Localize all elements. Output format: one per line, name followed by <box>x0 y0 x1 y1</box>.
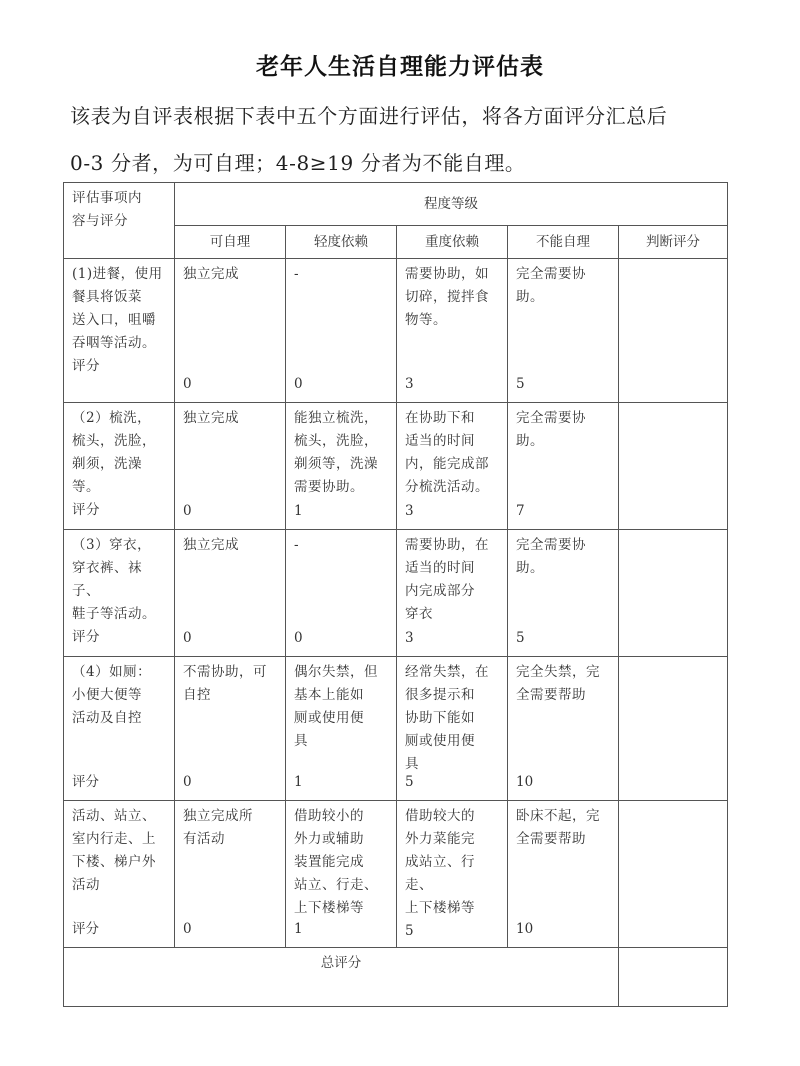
intro-line-2: 0-3 分者，为可自理；4-8≥19 分者为不能自理。 <box>70 151 526 175</box>
page-title: 老年人生活自理能力评估表 <box>256 54 544 80</box>
judgement-cell[interactable] <box>619 259 728 403</box>
level-desc: 在协助下和 适当的时间 内，能完成部 分梳洗活动。 <box>405 410 489 495</box>
level-desc: 不需协助，可 自控 <box>183 664 267 703</box>
item-label: （3）穿衣， 穿衣裤、袜子、 鞋子等活动。 评分 <box>72 537 156 645</box>
group-header-label: 程度等级 <box>424 195 479 212</box>
level-cell <box>175 657 286 801</box>
total-score-cell[interactable] <box>619 948 728 1007</box>
level-score: 1 <box>294 503 303 519</box>
column-header <box>619 226 728 259</box>
level-cell <box>508 259 619 403</box>
table-row <box>64 530 728 657</box>
table-row <box>64 259 728 403</box>
level-score: 0 <box>294 630 303 646</box>
total-label: 总评分 <box>320 955 362 971</box>
level-cell <box>508 403 619 530</box>
item-label: （4）如厕： 小便大便等 活动及自控 <box>72 664 152 726</box>
level-desc: 借助较小的 外力或辅助 装置能完成 站立、行走、 上下楼梯等 <box>294 808 378 916</box>
judgement-cell[interactable] <box>619 801 728 948</box>
level-cell <box>508 657 619 801</box>
level-score: 0 <box>183 921 192 937</box>
level-desc: 借助较大的 外力菜能完 成站立、行走、 上下楼梯等 5 <box>405 808 475 939</box>
level-desc: 经常失禁，在 很多提示和 协助下能如 厕或使用便 具 <box>405 664 489 772</box>
total-row <box>64 948 728 1007</box>
level-desc: 需要协助，如 切碎，搅拌食 物等。 <box>405 266 489 328</box>
item-cell <box>64 259 175 403</box>
level-score: 1 <box>294 921 303 937</box>
level-score: 3 <box>405 376 414 392</box>
table-row <box>64 657 728 801</box>
level-cell <box>286 403 397 530</box>
level-desc: - <box>294 537 300 553</box>
level-cell <box>397 259 508 403</box>
column-header-label: 重度依赖 <box>425 233 479 250</box>
level-score: 5 <box>516 376 525 392</box>
judgement-cell[interactable] <box>619 530 728 657</box>
column-header <box>508 226 619 259</box>
level-desc: 完全需要协 助。 <box>516 410 586 449</box>
item-cell <box>64 403 175 530</box>
corner-header-label: 评估事项内 容与评分 <box>72 190 142 229</box>
level-score: 0 <box>183 774 192 790</box>
item-label: 活动、站立、 室内行走、上 下楼、梯户外 活动 <box>72 808 156 893</box>
level-desc: 卧床不起，完 全需要帮助 <box>516 808 600 847</box>
total-label-cell <box>64 948 619 1007</box>
level-cell <box>508 530 619 657</box>
level-desc: 完全需要协 助。 <box>516 537 586 576</box>
level-score: 5 <box>405 774 414 790</box>
corner-header-cell <box>64 183 175 259</box>
level-cell <box>175 801 286 948</box>
level-desc: 独立完成 <box>183 537 239 553</box>
level-cell <box>286 801 397 948</box>
level-cell <box>286 259 397 403</box>
level-desc: 偶尔失禁，但 基本上能如 厕或使用便 具 <box>294 664 378 749</box>
level-cell <box>397 403 508 530</box>
level-desc: 独立完成 <box>183 410 239 426</box>
level-cell <box>397 801 508 948</box>
level-cell <box>286 530 397 657</box>
table-header-row <box>64 183 728 226</box>
item-cell <box>64 801 175 948</box>
column-header <box>286 226 397 259</box>
table-row <box>64 403 728 530</box>
level-desc: 独立完成 <box>183 266 239 282</box>
level-score: 7 <box>516 503 525 519</box>
item-score-label: 评分 <box>72 921 99 937</box>
level-score: 0 <box>183 376 192 392</box>
judgement-cell[interactable] <box>619 403 728 530</box>
level-desc: 完全失禁，完 全需要帮助 <box>516 664 600 703</box>
level-score: 3 <box>405 503 414 519</box>
item-label: （2）梳洗， 梳头，洗脸， 剃须，洗澡等。 评分 <box>72 410 156 518</box>
column-header-label: 不能自理 <box>536 233 590 250</box>
level-cell <box>508 801 619 948</box>
level-desc: 完全需要协 助。 <box>516 266 586 305</box>
level-desc: - <box>294 266 300 282</box>
column-header-label: 判断评分 <box>646 233 701 250</box>
level-score: 0 <box>183 630 192 646</box>
level-cell <box>175 530 286 657</box>
level-cell <box>397 657 508 801</box>
item-label: (1)进餐，使用 餐具将饭菜 送入口，咀嚼 吞咽等活动。 评分 <box>72 266 163 374</box>
level-score: 0 <box>294 376 303 392</box>
item-cell <box>64 530 175 657</box>
column-header-label: 可自理 <box>209 233 251 250</box>
level-cell <box>175 259 286 403</box>
level-score: 3 <box>405 630 414 646</box>
intro-line-1: 该表为自评表根据下表中五个方面进行评估，将各方面评分汇总后 <box>70 104 668 128</box>
judgement-cell[interactable] <box>619 657 728 801</box>
item-cell <box>64 657 175 801</box>
level-score: 5 <box>516 630 525 646</box>
level-cell <box>397 530 508 657</box>
level-cell <box>175 403 286 530</box>
level-score: 1 <box>294 774 303 790</box>
level-score: 10 <box>516 921 534 937</box>
level-desc: 独立完成所 有活动 <box>183 808 253 847</box>
level-desc: 能独立梳洗， 梳头，洗脸， 剃须等，洗澡 需要协助。 <box>294 410 378 495</box>
item-score-label: 评分 <box>72 774 99 790</box>
group-header-cell <box>175 183 728 226</box>
level-cell <box>286 657 397 801</box>
level-desc: 需要协助，在 适当的时间 内完成部分 穿衣 <box>405 537 489 622</box>
column-header-label: 轻度依赖 <box>314 233 368 250</box>
level-score: 0 <box>183 503 192 519</box>
column-header <box>175 226 286 259</box>
assessment-table <box>63 182 728 1007</box>
column-header <box>397 226 508 259</box>
level-score: 10 <box>516 774 534 790</box>
table-row <box>64 801 728 948</box>
